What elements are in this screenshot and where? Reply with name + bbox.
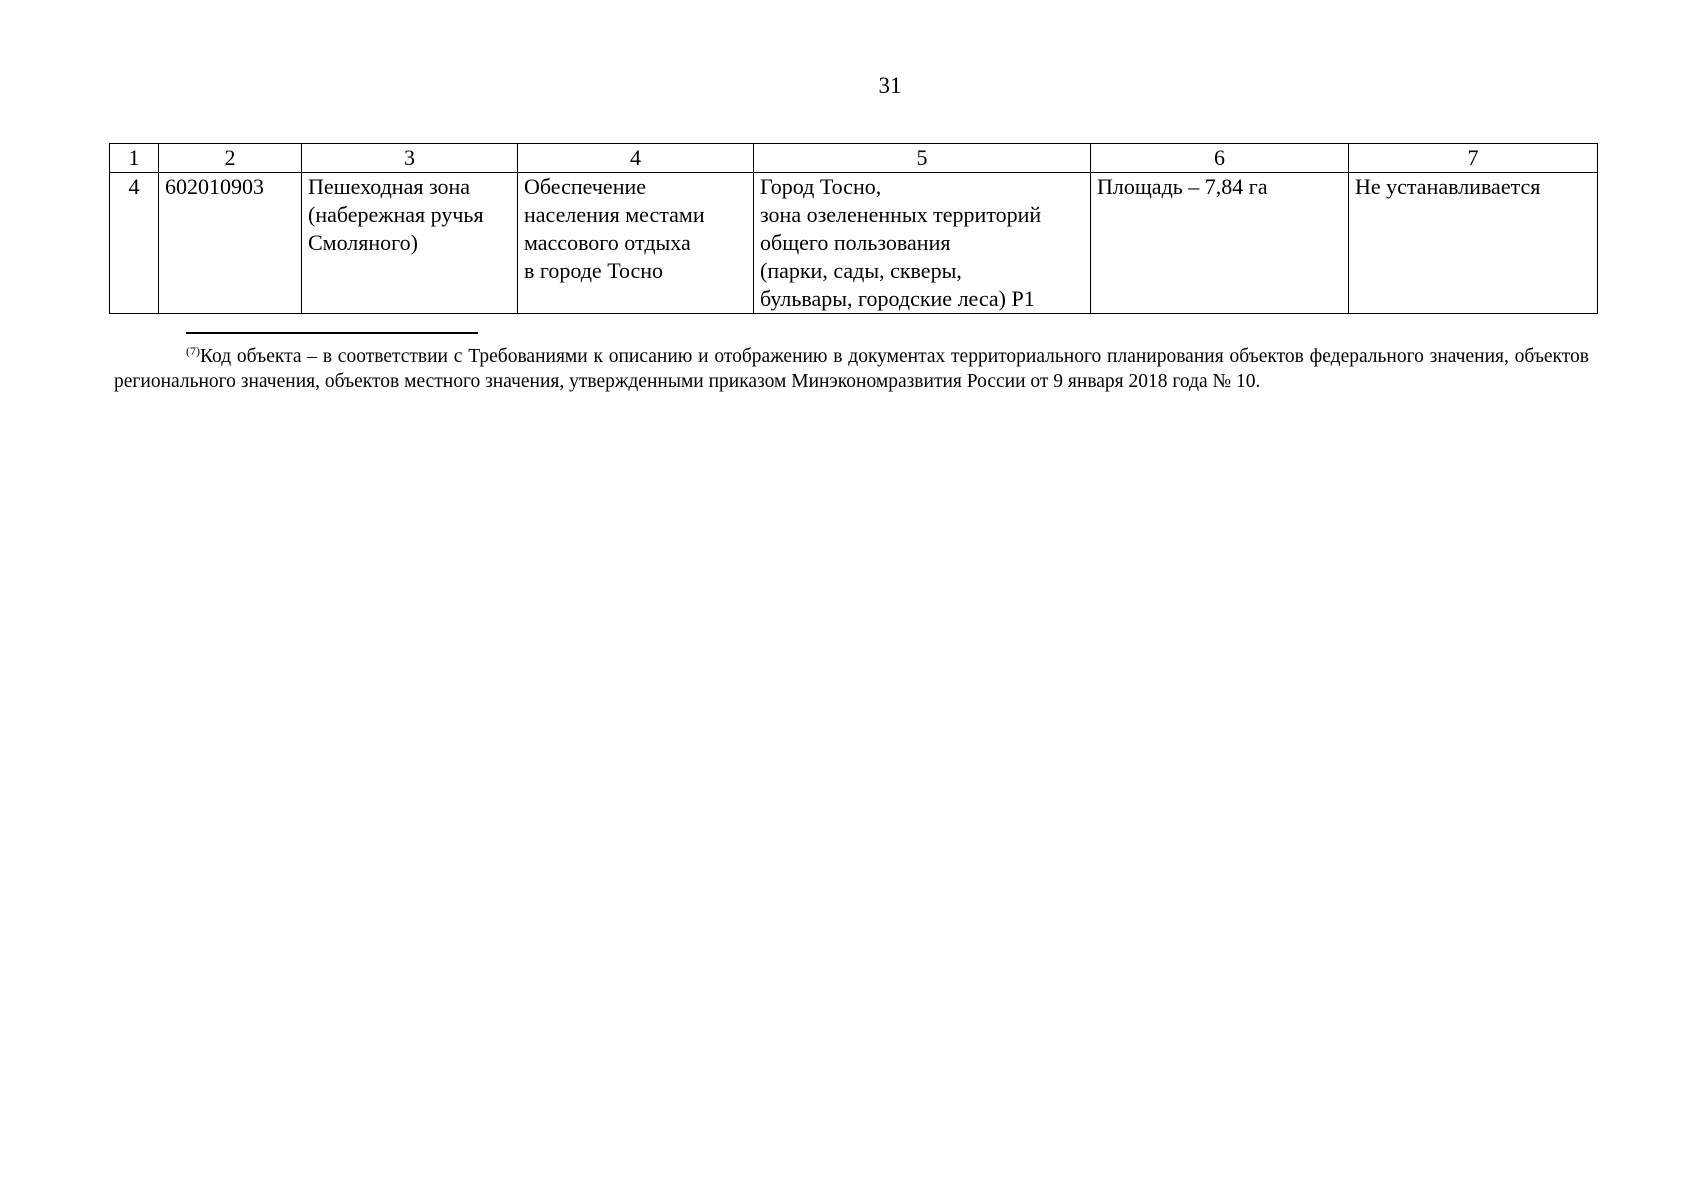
header-col-4: 4 [518, 144, 754, 173]
footnote-text: Код объекта – в соответствии с Требованиями к описанию и отображению в документах территориального планирования объектов федерального значения, объектов регионального значения, объектов местного значения, утвержденными приказом Минэкономразвития России от 9 января 2018 года № 10. [114, 346, 1589, 392]
object-characteristics-cell: Площадь – 7,84 га [1091, 173, 1349, 314]
object-purpose-line: Обеспечение [524, 174, 646, 199]
header-col-3: 3 [302, 144, 518, 173]
object-location-cell [754, 173, 1091, 314]
object-location-line: бульвары, городские леса) Р1 [760, 286, 1035, 311]
objects-table [109, 143, 1598, 314]
footnote-separator [186, 332, 478, 334]
object-location-line: Город Тосно, [760, 174, 882, 199]
header-col-5: 5 [754, 144, 1091, 173]
object-name-cell [302, 173, 518, 314]
row-number-cell: 4 [110, 173, 159, 314]
table-header-row [110, 144, 1598, 173]
header-col-1: 1 [110, 144, 159, 173]
object-code-cell: 602010903 [159, 173, 302, 314]
header-col-2: 2 [159, 144, 302, 173]
object-purpose-line: массового отдыха [524, 230, 691, 255]
object-name-line: Пешеходная зона [308, 174, 471, 199]
object-name-line: Смоляного) [308, 230, 418, 255]
object-purpose-line: в городе Тосно [524, 258, 664, 283]
object-zone-cell: Не устанавливается [1349, 173, 1598, 314]
header-col-7: 7 [1349, 144, 1598, 173]
footnote-marker: (7) [186, 344, 200, 358]
page-number: 31 [878, 73, 902, 98]
object-name-line: (набережная ручья [308, 202, 484, 227]
object-location-line: зона озелененных территорий [760, 202, 1042, 227]
table-row [110, 173, 1598, 314]
footnote [114, 344, 1589, 394]
object-location-line: (парки, сады, скверы, [760, 258, 962, 283]
object-purpose-line: населения местами [524, 202, 705, 227]
object-location-line: общего пользования [760, 230, 951, 255]
object-purpose-cell [518, 173, 754, 314]
header-col-6: 6 [1091, 144, 1349, 173]
